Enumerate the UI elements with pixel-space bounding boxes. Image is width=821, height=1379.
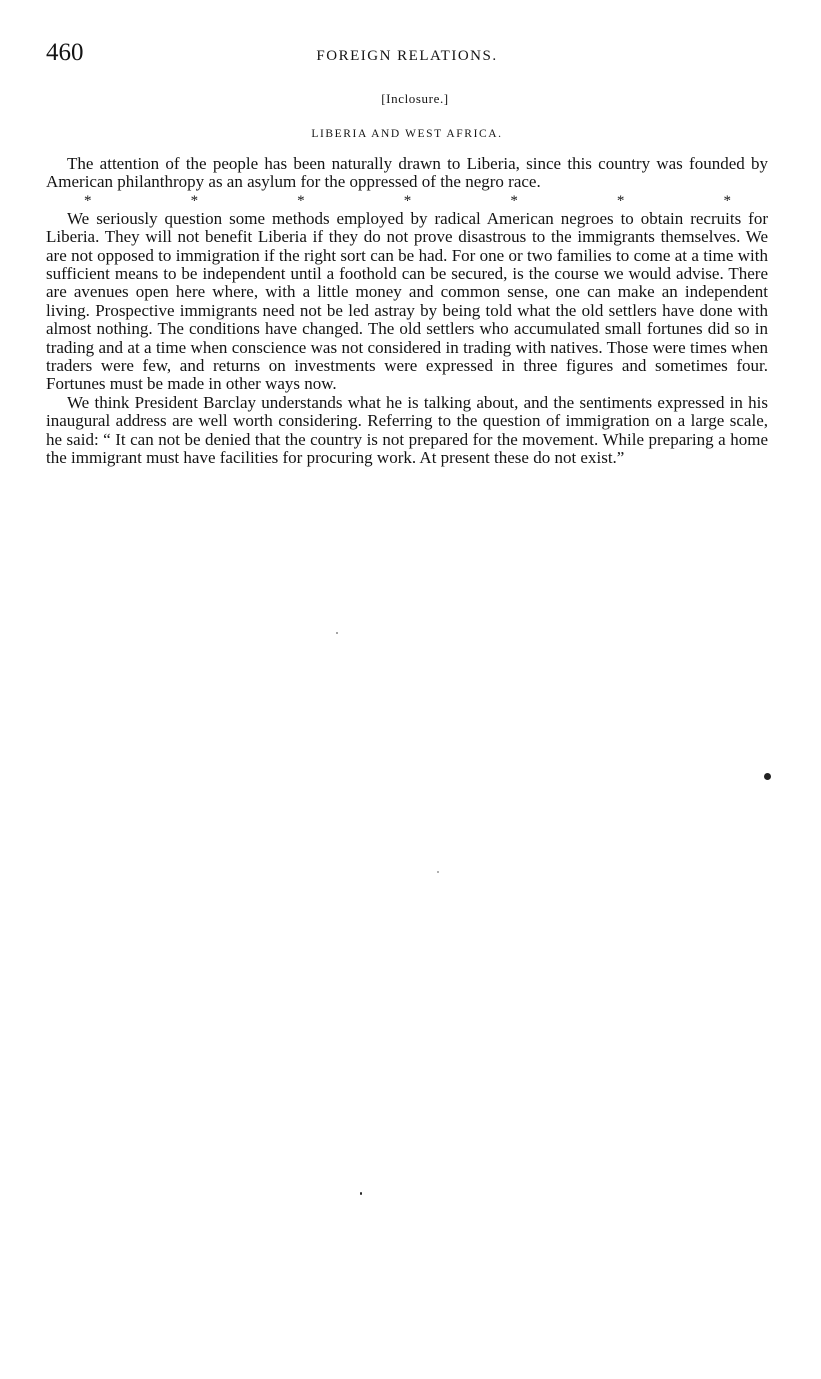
star-mark: * <box>297 192 305 209</box>
star-mark: * <box>403 192 412 209</box>
star-mark: * <box>190 192 199 209</box>
running-head <box>46 38 768 72</box>
page-number: 460 <box>46 39 84 66</box>
star-mark: * <box>84 192 92 209</box>
enclosure-label: [Inclosure.] <box>381 91 449 106</box>
scan-speck <box>336 632 338 634</box>
star-mark: * <box>510 192 518 209</box>
scan-speck <box>764 773 771 780</box>
running-title: FOREIGN RELATIONS. <box>316 48 498 64</box>
star-mark: * <box>616 192 625 209</box>
paragraph-intro: The attention of the people has been naturally drawn to Liberia, since this country was founded by American philanthropy as an asylum for the oppressed of the negro race. <box>46 154 768 192</box>
body-text <box>46 155 768 468</box>
ellipsis-stars <box>46 192 768 210</box>
document-page <box>46 38 768 468</box>
section-title: LIBERIA AND WEST AFRICA. <box>311 128 503 140</box>
paragraph-barclay: We think President Barclay understands what he is talking about, and the sentiments expressed in his inaugural address are well worth considering. Referring to the question of immigration on a large scale, he said: “ It can not be denied that the country is not prepared for the movement. While preparing a home the immigrant must have facilities for procuring work. At present these do not exist.” <box>46 392 768 468</box>
scan-speck <box>360 1192 362 1195</box>
star-mark: * <box>723 192 731 209</box>
scan-speck <box>437 871 439 873</box>
paragraph-immigration: We seriously question some methods employed by radical American negroes to obtain recruits for Liberia. They will not benefit Liberia if they do not prove disastrous to the immigrants themselves. We are not opposed to immigration if the right sort can be had. For one or two families to come at a time with sufficient means to be independent until a foothold can be secured, is the course we would advise. There are avenues open here where, with a little money and common sense, one can make an independent living. Prospective immigrants need not be led astray by being told what the old settlers have done with almost nothing. The conditions have changed. The old settlers who accumulated small fortunes did so in trading and at a time when conscience was not considered in trading with natives. Those were times when traders were few, and returns on investments were expressed in three figures and sometimes four. Fortunes must be made in other ways now. <box>46 208 768 394</box>
